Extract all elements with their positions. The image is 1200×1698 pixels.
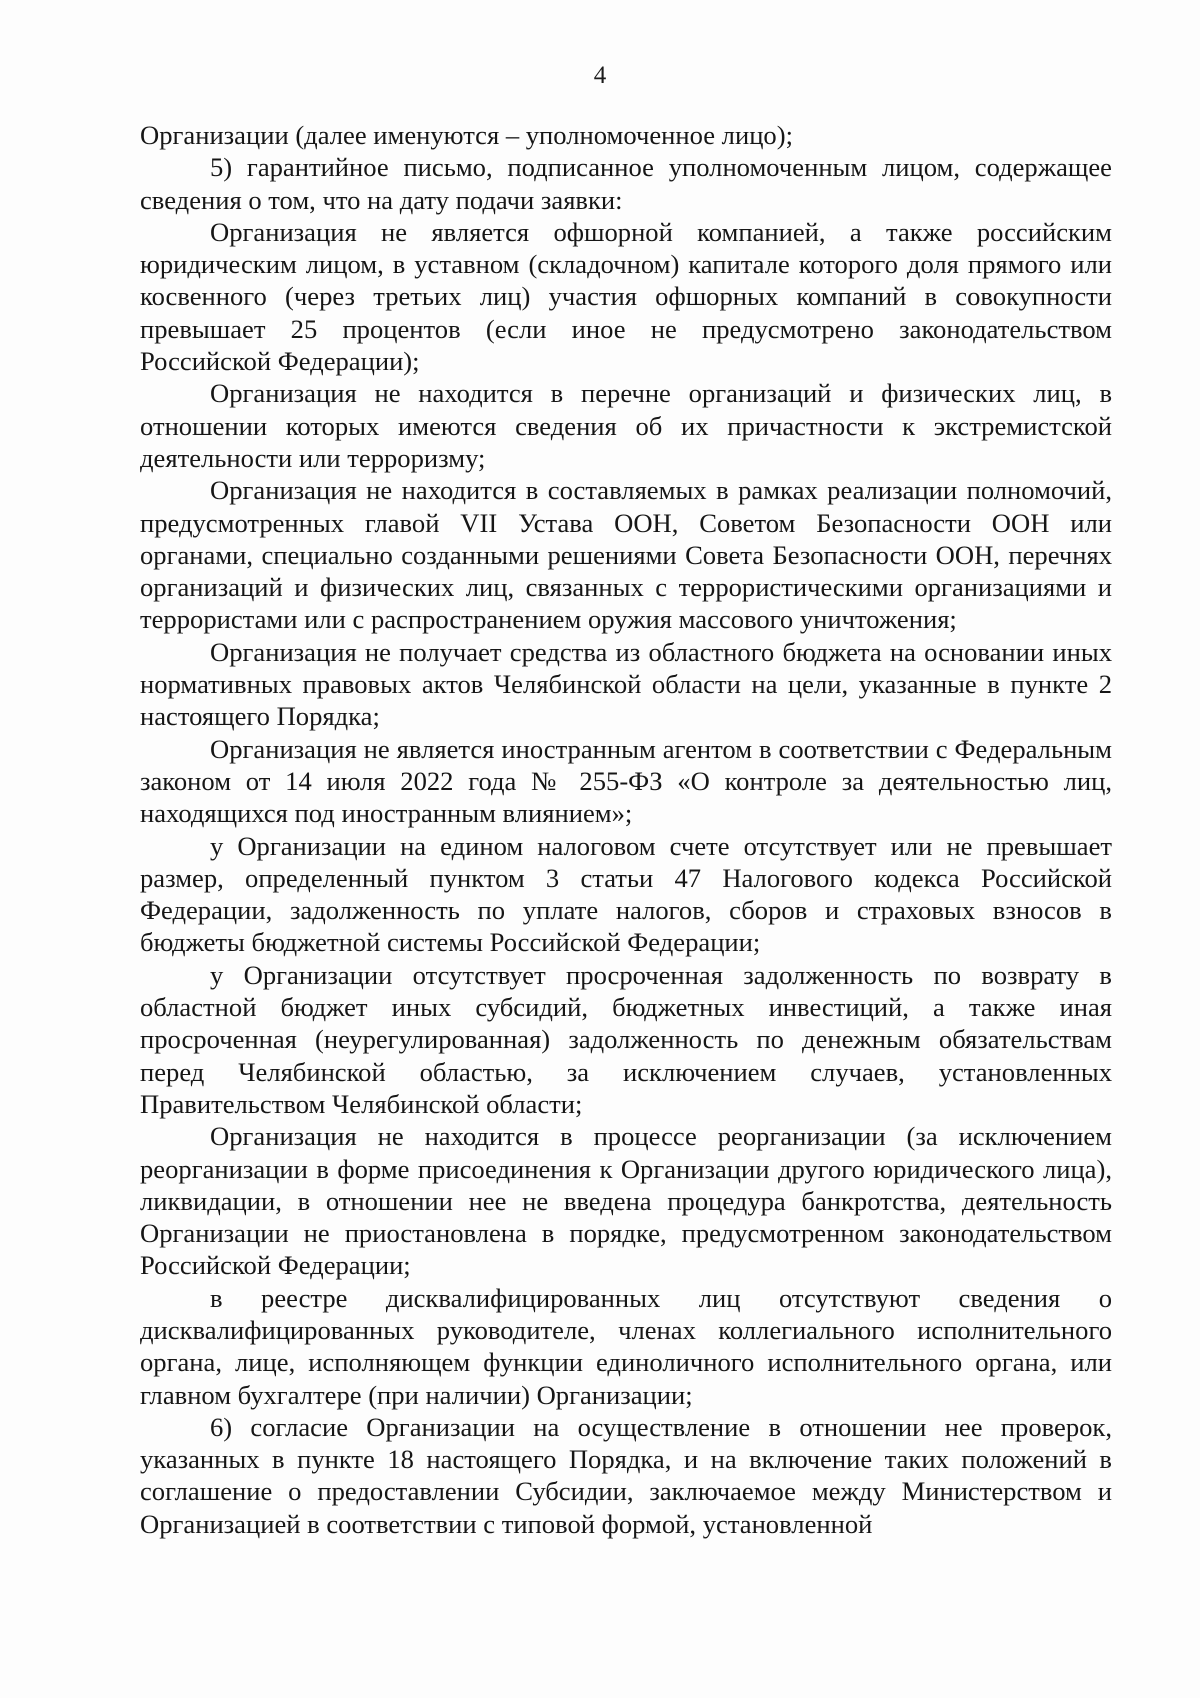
paragraph-item-5: 5) гарантийное письмо, подписанное уполномоченным лицом, содержащее сведения о том, что на дату подачи заявки:: [140, 152, 1112, 215]
paragraph-extremism: Организация не находится в перечне организаций и физических лиц, в отношении которых имеются сведения об их причастности к экстремистской деятельности или терроризму;: [140, 378, 1112, 473]
paragraph-tax-debt: у Организации на едином налоговом счете отсутствует или не превышает размер, определенный пунктом 3 статьи 47 Налогового кодекса Российской Федерации, задолженность по уплате налогов, сборов и страховых взносов в бюджеты бюджетной системы Российской Федерации;: [140, 830, 1112, 958]
paragraph-disqualified: в реестре дисквалифицированных лиц отсутствуют сведения о дисквалифицированных руководителе, членах коллегиального исполнительного органа, лице, исполняющем функции единоличного исполнительного органа, или главном бухгалтере (при наличии) Организации;: [140, 1282, 1112, 1410]
page-number: 4: [593, 62, 607, 89]
paragraph-continuation: Организации (далее именуются – уполномоченное лицо);: [140, 120, 793, 150]
paragraph-budget-funds: Организация не получает средства из областного бюджета на основании иных нормативных правовых актов Челябинской области на цели, указанные в пункте 2 настоящего Порядка;: [140, 636, 1112, 732]
paragraph-overdue-debt: у Организации отсутствует просроченная задолженность по возврату в областной бюджет иных субсидий, бюджетных инвестиций, а также иная просроченная (неурегулированная) задолженность по денежным обязательствам перед Челябинской областью, за исключением случаев, установленных Правительством Челябинской области;: [140, 959, 1112, 1119]
document-body: [140, 119, 1112, 1540]
paragraph-foreign-agent: Организация не является иностранным агентом в соответствии с Федеральным законом от 14 июля 2022 года № 255-ФЗ «О контроле за деятельностью лиц, находящихся под иностранным влиянием»;: [140, 733, 1112, 829]
paragraph-offshore: Организация не является офшорной компанией, а также российским юридическим лицом, в уставном (складочном) капитале которого доля прямого или косвенного (через третьих лиц) участия офшорных компаний в совокупности превышает 25 процентов (если иное не предусмотрено законодательством Российской Федерации);: [140, 216, 1112, 377]
paragraph-reorganization: Организация не находится в процессе реорганизации (за исключением реорганизации в форме присоединения к Организации другого юридического лица), ликвидации, в отношении нее не введена процедура банкротства, деятельность Организации не приостановлена в порядке, предусмотренном законодательством Российской Федерации;: [140, 1121, 1112, 1281]
paragraph-item-6: 6) согласие Организации на осуществление в отношении нее проверок, указанных в пункте 18 настоящего Порядка, и на включение таких положений в соглашение о предоставлении Субсидии, заключаемое между Министерством и Организацией в соответствии с типовой формой, установленной: [140, 1411, 1112, 1539]
paragraph-un-lists: Организация не находится в составляемых в рамках реализации полномочий, предусмотренных главой VII Устава ООН, Советом Безопасности ООН или органами, специально созданными решениями Совета Безопасности ООН, перечнях организаций и физических лиц, связанных с террористическими организациями и террористами или с распространением оружия массового уничтожения;: [140, 475, 1112, 635]
